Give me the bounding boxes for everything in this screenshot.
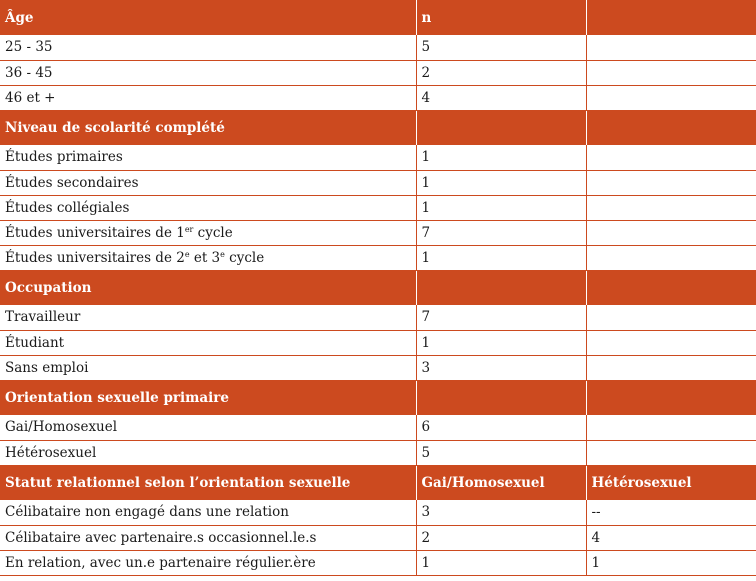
row-value: 6 [416,415,586,440]
row-label: Célibataire avec partenaire.s occasionnel.le.s [0,525,416,550]
section-header-occupation [0,270,756,305]
table-row [0,245,756,270]
section-header-orientation [0,380,756,415]
superscript: e [184,249,190,259]
row-label: En relation, avec un.e partenaire régulier.ère [0,550,416,575]
row-label: 36 - 45 [0,60,416,85]
label-text: et 3 [189,249,221,266]
row-value: 1 [416,330,586,355]
row-label [0,245,416,270]
table-row [0,330,756,355]
row-label: 25 - 35 [0,35,416,60]
row-value: 1 [416,195,586,220]
row-label [0,220,416,245]
table-row [0,305,756,330]
label-text: Études universitaires de 1 [5,224,185,241]
row-value: 7 [416,220,586,245]
table-row [0,550,756,575]
row-label: Étudiant [0,330,416,355]
table-row [0,170,756,195]
row-label: Études primaires [0,145,416,170]
table-row [0,440,756,465]
table-row [0,525,756,550]
row-value [586,220,756,245]
row-value: 5 [416,35,586,60]
label-text: Études universitaires de 2 [5,249,185,266]
row-value: 7 [416,305,586,330]
table-row [0,355,756,380]
header-cell [416,270,586,305]
label-text: cycle [193,224,233,241]
table-row [0,35,756,60]
row-value [586,170,756,195]
header-cell: Occupation [0,270,416,305]
row-value [586,440,756,465]
row-label: Célibataire non engagé dans une relation [0,500,416,525]
row-label: Hétérosexuel [0,440,416,465]
row-label: Gai/Homosexuel [0,415,416,440]
row-value: 3 [416,500,586,525]
row-label: Travailleur [0,305,416,330]
row-value: 4 [416,85,586,110]
row-value: 2 [416,60,586,85]
row-value [586,305,756,330]
row-value [586,195,756,220]
table-row [0,60,756,85]
header-cell [586,0,756,35]
row-label: 46 et + [0,85,416,110]
header-cell [586,110,756,145]
table-row [0,195,756,220]
header-cell: Niveau de scolarité complété [0,110,416,145]
row-value [586,330,756,355]
row-value: 1 [416,245,586,270]
row-label: Études secondaires [0,170,416,195]
header-cell: Gai/Homosexuel [416,465,586,500]
header-cell [586,270,756,305]
table-row [0,220,756,245]
header-cell [416,380,586,415]
row-value: 1 [416,170,586,195]
row-value [586,85,756,110]
superscript: e [220,249,225,259]
row-value: 5 [416,440,586,465]
section-header-age [0,0,756,35]
row-value: -- [586,500,756,525]
row-value: 1 [416,550,586,575]
table-row [0,415,756,440]
row-value: 2 [416,525,586,550]
label-text: cycle [224,249,265,266]
section-header-statut [0,465,756,500]
row-value [586,355,756,380]
header-cell [416,110,586,145]
row-value: 3 [416,355,586,380]
table-row [0,500,756,525]
row-value: 4 [586,525,756,550]
row-value [586,415,756,440]
header-cell: Statut relationnel selon l’orientation sexuelle [0,465,416,500]
row-label: Études collégiales [0,195,416,220]
header-cell [586,380,756,415]
row-value [586,145,756,170]
superscript: er [184,224,194,234]
header-cell: Âge [0,0,416,35]
header-cell: Hétérosexuel [586,465,756,500]
header-cell: Orientation sexuelle primaire [0,380,416,415]
row-value: 1 [416,145,586,170]
row-value [586,60,756,85]
table-row [0,145,756,170]
header-cell: n [416,0,586,35]
table-row [0,85,756,110]
section-header-scolarite [0,110,756,145]
row-value [586,35,756,60]
row-value: 1 [586,550,756,575]
row-label: Sans emploi [0,355,416,380]
row-value [586,245,756,270]
